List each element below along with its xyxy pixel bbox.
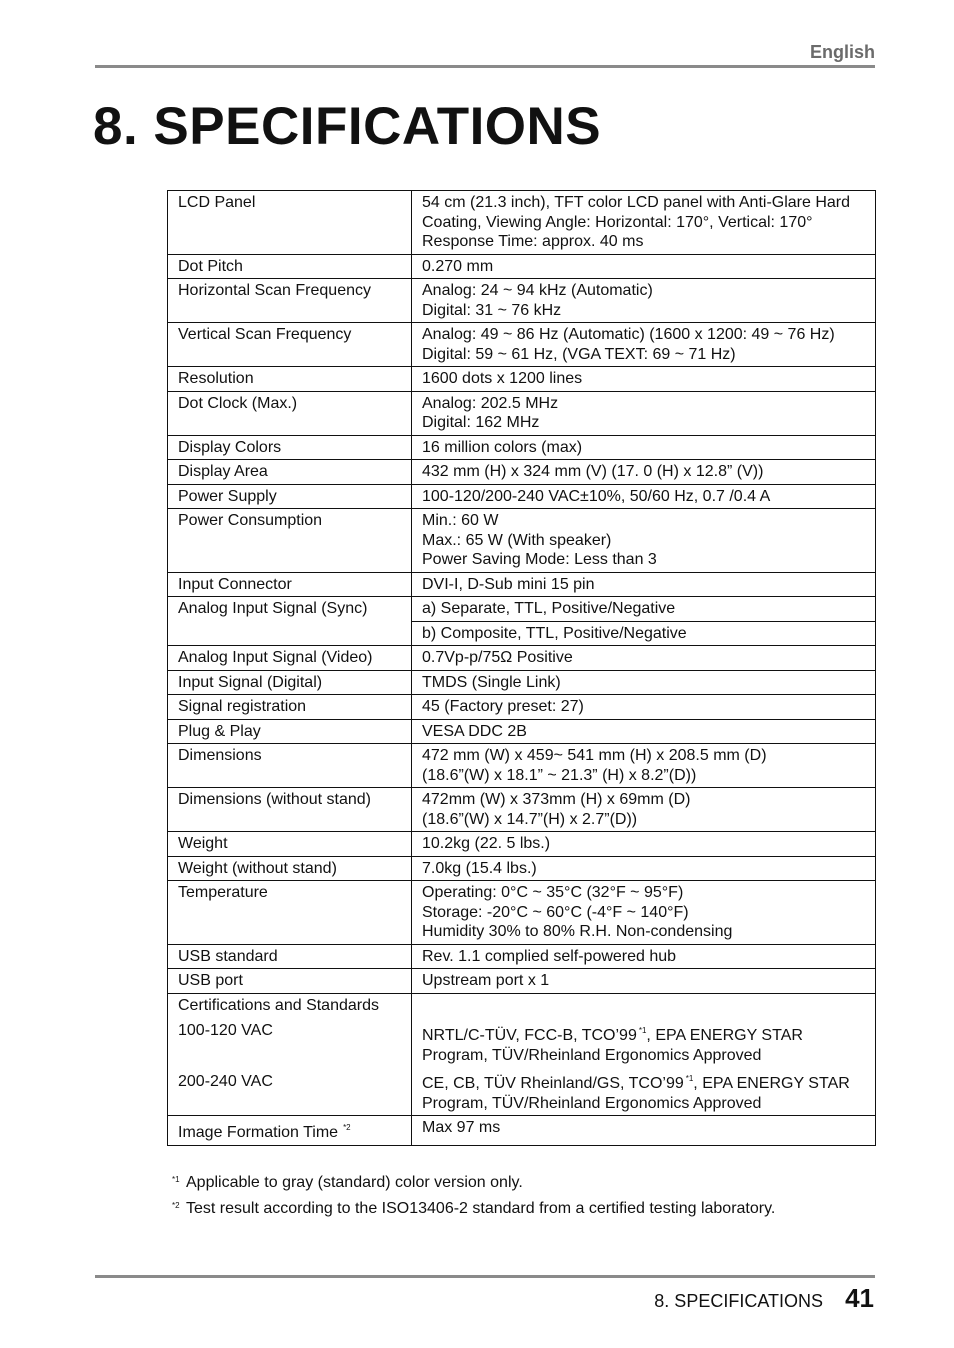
footer-section-title: 8. SPECIFICATIONS (654, 1291, 823, 1311)
row-label: Weight (without stand) (168, 856, 412, 881)
footnote-mark: *2 (172, 1201, 180, 1210)
value-line: Operating: 0°C ~ 35°C (32°F ~ 95°F) (422, 884, 684, 901)
value-line: TMDS (Single Link) (422, 673, 561, 691)
table-row (168, 788, 876, 832)
row-label: Weight (168, 832, 412, 857)
row-value (412, 254, 876, 279)
table-row (168, 597, 876, 622)
language-label: English (809, 42, 875, 62)
row-value (412, 367, 876, 392)
row-label: Temperature (168, 881, 412, 945)
table-row (168, 646, 876, 671)
row-value (412, 695, 876, 720)
table-row (168, 191, 876, 255)
cert-blank-line (422, 996, 869, 1016)
table-row (168, 323, 876, 367)
row-label: Vertical Scan Frequency (168, 323, 412, 367)
cert-text: NRTL/C-TÜV, FCC-B, TCO’99 (422, 1027, 637, 1044)
value-line: 432 mm (H) x 324 mm (V) (17. 0 (H) x 12.8” (V)) (422, 463, 764, 480)
row-label: Power Consumption (168, 509, 412, 573)
row-value (412, 646, 876, 671)
value-line: 472 mm (W) x 459~ 541 mm (H) x 208.5 mm (D) (422, 747, 767, 764)
cert-text: , EPA ENERGY STAR (646, 1027, 803, 1044)
value-line: Analog: 49 ~ 86 Hz (Automatic) (1600 x 1200: 49 ~ 76 Hz) (422, 326, 835, 343)
row-label: Input Signal (Digital) (168, 670, 412, 695)
row-label: Input Connector (168, 572, 412, 597)
row-value (412, 832, 876, 857)
value-line: VESA DDC 2B (422, 722, 527, 740)
value-line: DVI-I, D-Sub mini 15 pin (422, 575, 595, 593)
row-label: Analog Input Signal (Video) (168, 646, 412, 671)
value-line: 0.7Vp-p/75Ω Positive (422, 649, 573, 666)
table-row (168, 435, 876, 460)
footnote-text: Test result according to the ISO13406-2 standard from a certified testing laboratory. (186, 1200, 776, 1217)
page-number: 41 (845, 1283, 874, 1313)
row-label: Display Area (168, 460, 412, 485)
table-row (168, 509, 876, 573)
row-label: USB port (168, 969, 412, 994)
row-value: Max 97 ms (412, 1116, 876, 1146)
table-row (168, 993, 876, 1116)
cert-text: , EPA ENERGY STAR (693, 1075, 850, 1092)
value-line: (18.6”(W) x 14.7”(H) x 2.7”(D)) (422, 810, 638, 828)
value-line: Power Saving Mode: Less than 3 (422, 551, 657, 568)
row-value (412, 572, 876, 597)
row-value (412, 788, 876, 832)
spec-table-body (168, 191, 876, 994)
value-line: 0.270 mm (422, 257, 494, 275)
value-line: Rev. 1.1 complied self-powered hub (422, 947, 677, 965)
row-value (412, 856, 876, 881)
table-row (168, 969, 876, 994)
cert-line: Program, TÜV/Rheinland Ergonomics Approved (422, 1046, 762, 1064)
row-label: Dimensions (168, 744, 412, 788)
row-label: USB standard (168, 944, 412, 969)
cert-line (422, 1069, 869, 1094)
row-label: Horizontal Scan Frequency (168, 279, 412, 323)
cert-line: Program, TÜV/Rheinland Ergonomics Approved (422, 1094, 762, 1112)
value-line: 10.2kg (22. 5 lbs.) (422, 835, 551, 852)
row-value (412, 484, 876, 509)
table-row (168, 832, 876, 857)
row-value (412, 944, 876, 969)
table-row (168, 572, 876, 597)
value-line: 100-120/200-240 VAC±10%, 50/60 Hz, 0.7 /0.4 A (422, 487, 771, 505)
image-formation-label: Image Formation Time (178, 1124, 339, 1141)
page-title: 8. SPECIFICATIONS (93, 97, 602, 156)
row-value (412, 435, 876, 460)
row-value (412, 670, 876, 695)
value-line: Upstream port x 1 (422, 972, 550, 989)
table-row (168, 367, 876, 392)
table-row (168, 391, 876, 435)
header-rule (95, 65, 875, 68)
row-label: Signal registration (168, 695, 412, 720)
table-row (168, 460, 876, 485)
row-label: Dot Clock (Max.) (168, 391, 412, 435)
footnote (172, 1198, 775, 1220)
value-line: Analog: 202.5 MHz (422, 394, 559, 412)
value-line: (18.6”(W) x 18.1” ~ 21.3” (H) x 8.2”(D)) (422, 766, 697, 784)
footnote-mark: *1 (638, 1026, 647, 1035)
cert-text: CE, CB, TÜV Rheinland/GS, TCO’99 (422, 1075, 684, 1092)
row-value (412, 460, 876, 485)
spec-table-tail (168, 993, 876, 1145)
value-line: Digital: 162 MHz (422, 414, 540, 431)
value-line: Humidity 30% to 80% R.H. Non-condensing (422, 923, 733, 940)
value-line: a) Separate, TTL, Positive/Negative (422, 600, 676, 617)
footnote (172, 1172, 775, 1194)
row-label: Resolution (168, 367, 412, 392)
row-label: Analog Input Signal (Sync) (168, 597, 412, 646)
value-line: 45 (Factory preset: 27) (422, 698, 584, 715)
row-value (412, 993, 876, 1116)
row-label: Power Supply (168, 484, 412, 509)
row-label: Plug & Play (168, 719, 412, 744)
table-row (168, 1116, 876, 1146)
row-label (168, 1116, 412, 1146)
certifications-label: Certifications and Standards (178, 996, 379, 1014)
value-line: 472mm (W) x 373mm (H) x 69mm (D) (422, 791, 691, 808)
value-line: Min.: 60 W (422, 512, 499, 529)
row-value (412, 969, 876, 994)
value-line: 54 cm (21.3 inch), TFT color LCD panel with Anti-Glare Hard (422, 194, 851, 211)
value-line: Coating, Viewing Angle: Horizontal: 170°, Vertical: 170° (422, 213, 813, 231)
row-value (412, 191, 876, 255)
table-row (168, 484, 876, 509)
value-line: 7.0kg (15.4 lbs.) (422, 859, 537, 877)
row-label: Display Colors (168, 435, 412, 460)
table-row (168, 695, 876, 720)
row-value (412, 391, 876, 435)
row-value (412, 881, 876, 945)
footnote-mark: *1 (685, 1074, 694, 1083)
value-line: Digital: 59 ~ 61 Hz, (VGA TEXT: 69 ~ 71 Hz) (422, 345, 736, 363)
table-row (168, 254, 876, 279)
value-line: 16 million colors (max) (422, 438, 583, 456)
row-value: b) Composite, TTL, Positive/Negative (412, 621, 876, 646)
footnote-text: Applicable to gray (standard) color version only. (186, 1174, 523, 1191)
row-value (412, 509, 876, 573)
cert-sub-label-100-120: 100-120 VAC (178, 1022, 273, 1039)
value-line: Storage: -20°C ~ 60°C (-4°F ~ 140°F) (422, 903, 689, 921)
table-row (168, 279, 876, 323)
row-value (412, 323, 876, 367)
footer-rule (95, 1275, 875, 1278)
value-line: Response Time: approx. 40 ms (422, 233, 644, 250)
value-line: Max.: 65 W (With speaker) (422, 531, 612, 549)
footnote-mark: *1 (172, 1175, 180, 1184)
row-value (412, 279, 876, 323)
footnotes (172, 1172, 775, 1220)
specifications-table (167, 190, 876, 1146)
row-value (412, 744, 876, 788)
table-row (168, 856, 876, 881)
table-row (168, 881, 876, 945)
row-value (412, 719, 876, 744)
cert-sub-label-200-240: 200-240 VAC (178, 1072, 273, 1090)
row-label: LCD Panel (168, 191, 412, 255)
cert-line (422, 1021, 869, 1046)
footnote-mark: *2 (343, 1123, 351, 1132)
row-value (412, 597, 876, 622)
table-row (168, 944, 876, 969)
row-label (168, 993, 412, 1116)
row-label: Dimensions (without stand) (168, 788, 412, 832)
row-label: Dot Pitch (168, 254, 412, 279)
value-line: 1600 dots x 1200 lines (422, 370, 583, 387)
value-line: Analog: 24 ~ 94 kHz (Automatic) (422, 282, 653, 299)
table-row (168, 670, 876, 695)
value-line: Digital: 31 ~ 76 kHz (422, 301, 562, 319)
table-row (168, 719, 876, 744)
table-row (168, 744, 876, 788)
